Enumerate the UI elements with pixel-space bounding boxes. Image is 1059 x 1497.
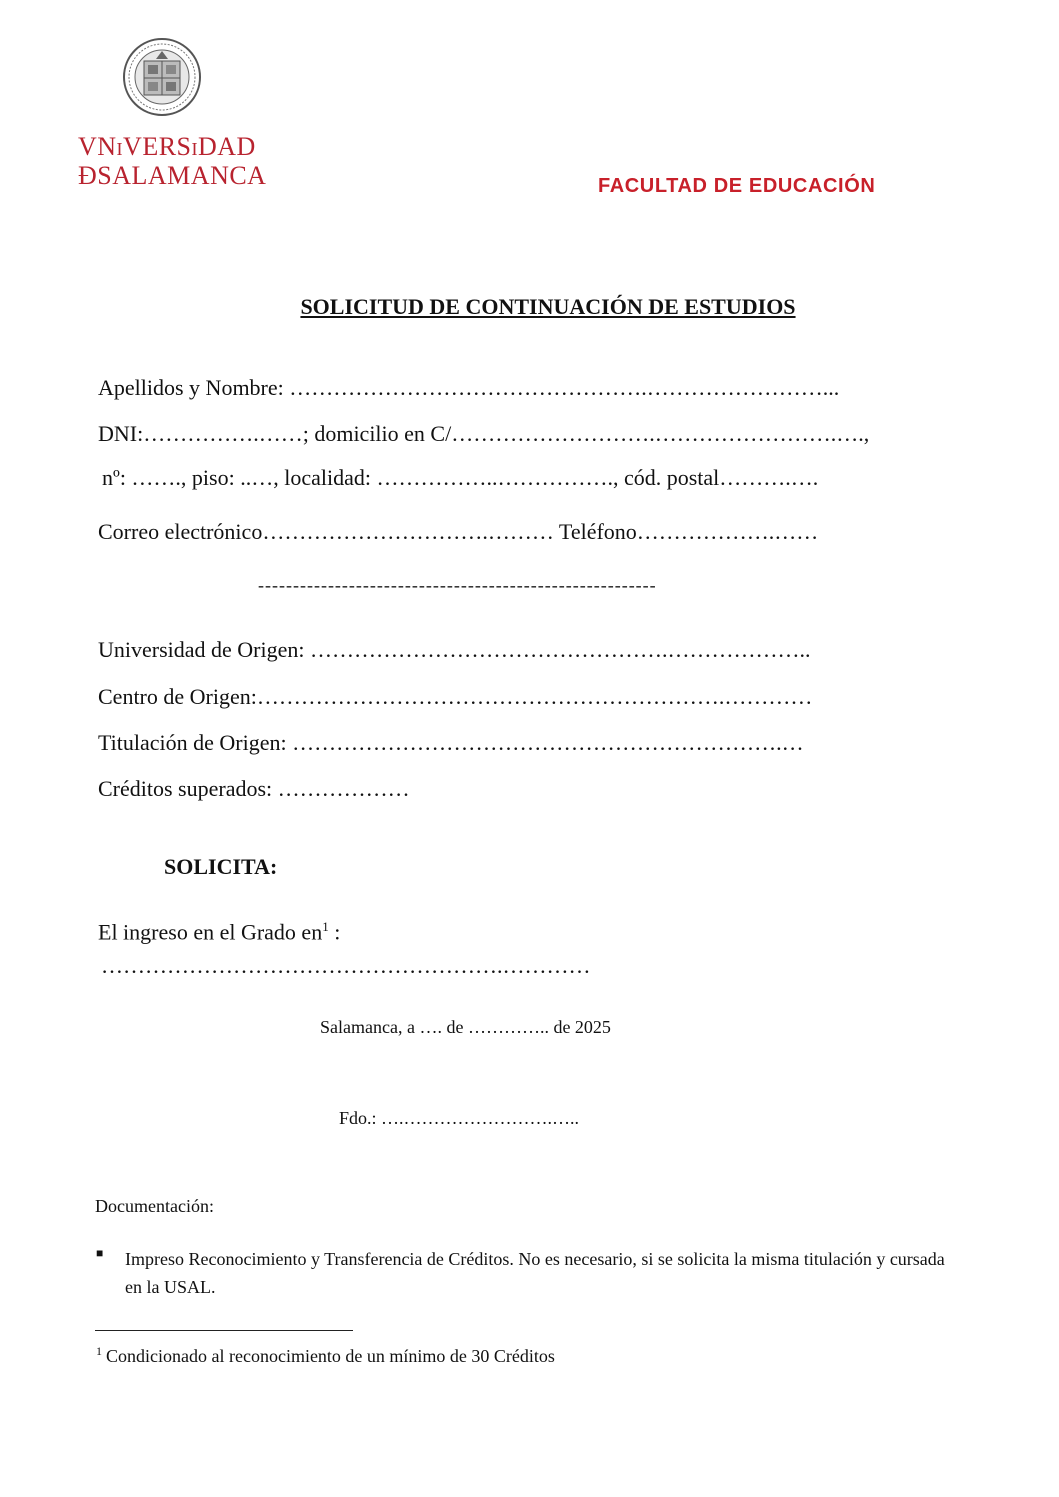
signature-line[interactable]: Fdo.: ….…………………….….. (339, 1108, 580, 1128)
origin-university-field[interactable]: Universidad de Origen: ………………………………………….……………….. (98, 637, 811, 662)
degree-label-colon: : (328, 919, 341, 945)
documentation-item: Impreso Reconocimiento y Transferencia de Créditos. No es necesario, si se solicita la misma titulación y cursada en la USAL. (125, 1249, 945, 1297)
university-logo-line1: VNiVERSiDAD (78, 132, 256, 161)
date-line[interactable]: Salamanca, a …. de ………….. de 2025 (320, 1017, 611, 1037)
footnote (96, 1344, 555, 1367)
documentation-heading: Documentación: (95, 1196, 214, 1216)
degree-request-field[interactable]: ……………………………………………….………… (101, 953, 591, 978)
faculty-name: FACULTAD DE EDUCACIÓN (598, 175, 876, 197)
credits-field[interactable]: Créditos superados: ……………… (98, 776, 410, 801)
bullet-icon: ■ (96, 1246, 104, 1260)
footnote-text: Condicionado al reconocimiento de un mínimo de 30 Créditos (106, 1346, 555, 1366)
footnote-divider (95, 1330, 353, 1331)
document-title: SOLICITUD DE CONTINUACIÓN DE ESTUDIOS (300, 294, 796, 319)
degree-label-text: El ingreso en el Grado en (98, 919, 323, 945)
request-heading: SOLICITA: (164, 854, 278, 879)
footnote-reference: 1 (322, 919, 329, 934)
dni-address-field[interactable]: DNI:…………….……; domicilio en C/……………………….…………………….…., (98, 421, 870, 446)
degree-request-label (98, 919, 340, 945)
origin-degree-field[interactable]: Titulación de Origen: ………………………………………………………….… (98, 730, 804, 755)
footnote-number: 1 (96, 1344, 102, 1358)
name-field[interactable]: Apellidos y Nombre: ………………………………………….……………………... (98, 375, 840, 400)
section-separator: --------------------------------------------------------- (258, 575, 657, 595)
address-details-field[interactable]: nº: ……., piso: ..…, localidad: ……………..……………., cód. postal……….…. (102, 465, 819, 490)
origin-center-field[interactable]: Centro de Origen:……………………………………………………….………… (98, 684, 813, 709)
contact-field[interactable]: Correo electrónico………………………….……… Teléfono……………….…… (98, 519, 819, 544)
university-seal-icon (122, 37, 202, 117)
university-logo-line2: ÐSALAMANCA (78, 161, 267, 190)
